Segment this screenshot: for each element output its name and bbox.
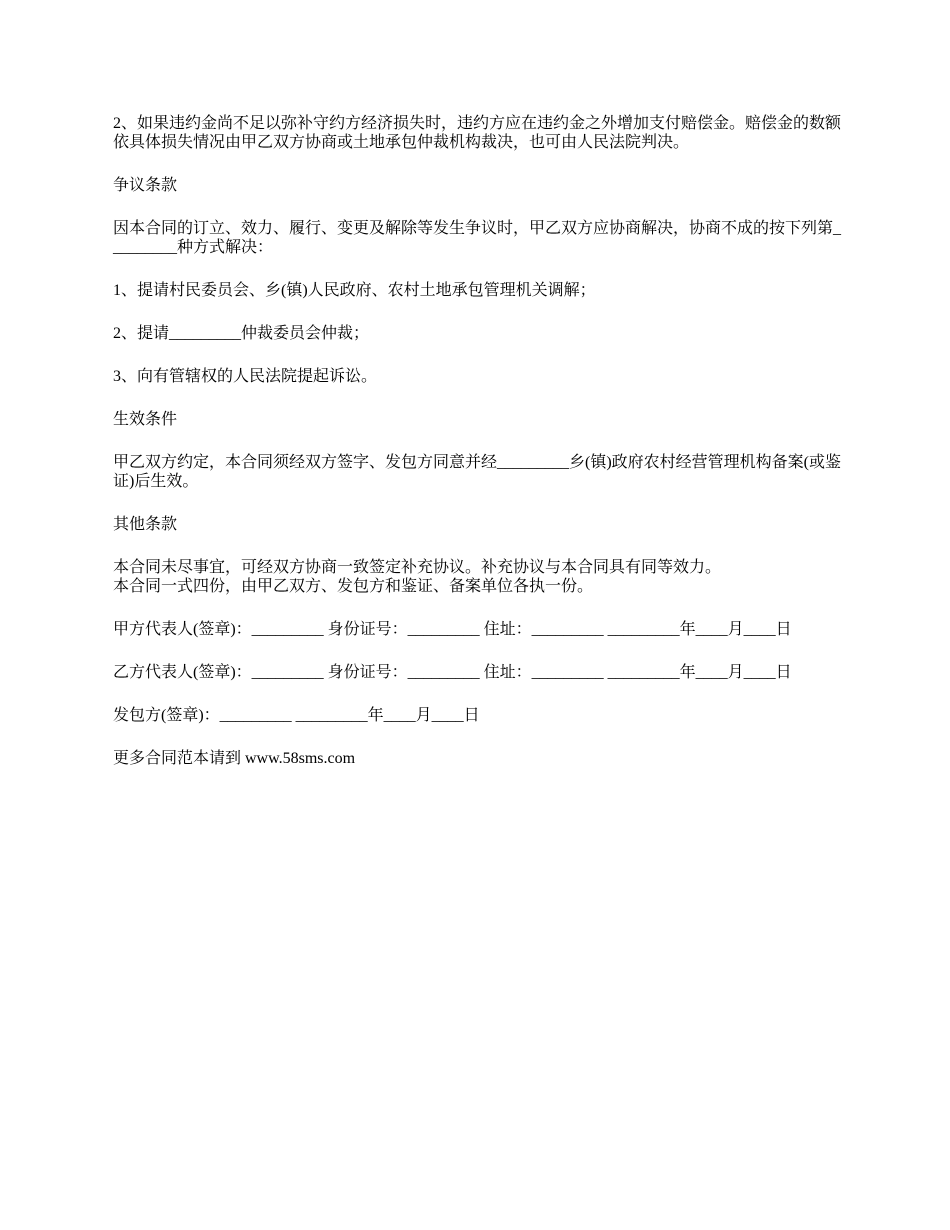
document-page (113, 114, 843, 792)
other-terms-line-1: 本合同未尽事宜，可经双方协商一致签定补充协议。补充协议与本合同具有同等效力。 (113, 559, 722, 576)
footer-link-text: 更多合同范本请到 www.58sms.com (113, 750, 356, 767)
dispute-option-1: 1、提请村民委员会、乡(镇)人民政府、农村土地承包管理机关调解； (113, 282, 596, 299)
dispute-option-3: 3、向有管辖权的人民法院提起诉讼。 (113, 368, 378, 385)
signature-issuer: 发包方(签章)：_________ _________年____月____日 (113, 707, 480, 724)
dispute-option-2: 2、提请_________仲裁委员会仲裁； (113, 325, 370, 342)
heading-dispute: 争议条款 (113, 177, 178, 194)
heading-other-terms: 其他条款 (113, 516, 178, 533)
clause-damages: 2、如果违约金尚不足以弥补守约方经济损失时，违约方应在违约金之外增加支付赔偿金。赔偿金的数额依具体损失情况由甲乙双方协商或土地承包仲裁机构裁决，也可由人民法院判决。 (113, 115, 842, 151)
heading-effective-conditions: 生效条件 (113, 411, 178, 428)
signature-party-b: 乙方代表人(签章)：_________ 身份证号：_________ 住址：_________ _________年____月____日 (113, 664, 792, 681)
clause-effective: 甲乙双方约定，本合同须经双方签字、发包方同意并经_________乡(镇)政府农村经营管理机构备案(或鉴证)后生效。 (113, 454, 841, 490)
clause-dispute-intro: 因本合同的订立、效力、履行、变更及解除等发生争议时，甲乙双方应协商解决，协商不成的按下列第_________种方式解决： (113, 220, 842, 256)
signature-party-a: 甲方代表人(签章)：_________ 身份证号：_________ 住址：_________ _________年____月____日 (113, 621, 792, 638)
other-terms-line-2: 本合同一式四份，由甲乙双方、发包方和鉴证、备案单位各执一份。 (113, 578, 594, 595)
